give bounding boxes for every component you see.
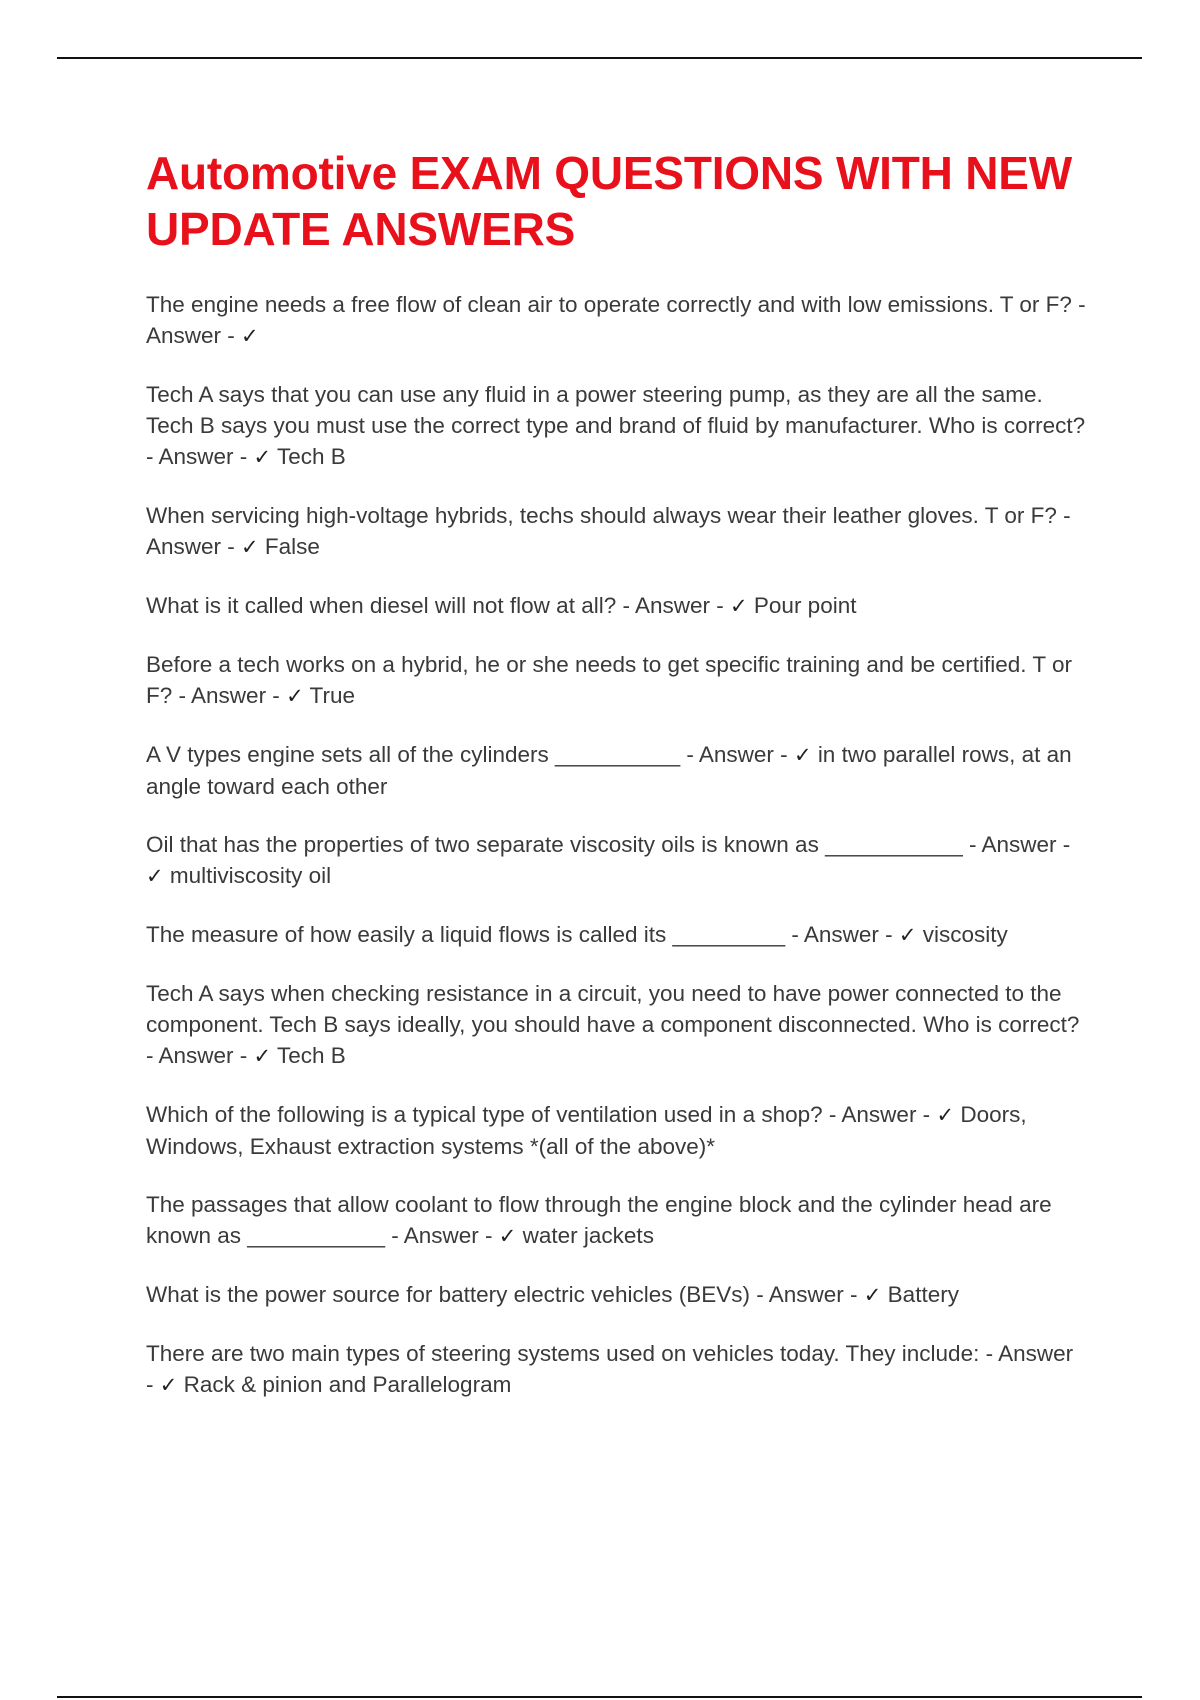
answer-text: Battery [887,1282,959,1307]
qa-item [146,919,1086,951]
check-icon: ✓ [936,1103,955,1127]
answer-separator: - Answer - [146,503,1071,559]
answer-separator: - Answer - [791,922,893,947]
check-icon: ✓ [498,1224,517,1248]
answer-text: Tech B [277,444,346,469]
qa-item [146,1099,1086,1162]
answer-text: Doors, Windows, Exhaust extraction systems *(all of the above)* [146,1102,1027,1159]
check-icon: ✓ [863,1283,882,1307]
check-icon: ✓ [253,445,272,469]
check-icon: ✓ [793,743,812,767]
answer-text: Pour point [753,593,857,618]
answer-separator: - Answer - [828,1102,931,1127]
document-body [146,145,1086,1428]
document-title: Automotive EXAM QUESTIONS WITH NEW UPDATE ANSWERS [146,147,1072,255]
question-text: Which of the following is a typical type of ventilation used in a shop? [146,1102,823,1127]
check-icon: ✓ [159,1373,178,1397]
bottom-rule [57,1696,1142,1698]
question-text: Before a tech works on a hybrid, he or she needs to get specific training and be certified. T or F? [146,652,1072,708]
answer-separator: - Answer - [146,444,248,469]
answer-text: water jackets [522,1223,654,1248]
question-text: Oil that has the properties of two separate viscosity oils is known as ___________ [146,832,963,857]
answer-separator: - Answer - [146,1341,1074,1397]
qa-item [146,649,1086,712]
check-icon: ✓ [898,923,917,947]
check-icon: ✓ [241,324,259,348]
question-text: The engine needs a free flow of clean air to operate correctly and with low emissions. T or F? [146,292,1072,317]
check-icon: ✓ [253,1044,272,1068]
answer-separator: - Answer - [968,832,1071,857]
question-text: What is the power source for battery electric vehicles (BEVs) [146,1282,750,1307]
answer-separator: - Answer - [391,1223,493,1248]
qa-item [146,1279,1086,1311]
qa-item [146,1338,1086,1401]
qa-item [146,500,1086,563]
answer-separator: - Answer - [756,1282,858,1307]
question-text: When servicing high-voltage hybrids, techs should always wear their leather gloves. T or F? [146,503,1057,528]
check-icon: ✓ [730,594,748,618]
answer-text: in two parallel rows, at an angle toward each other [146,742,1072,799]
qa-item [146,829,1086,892]
answer-separator: - Answer - [178,683,280,708]
question-text: There are two main types of steering systems used on vehicles today. They include: [146,1341,980,1366]
answer-text: multiviscosity oil [169,863,332,888]
answer-separator: - Answer - [146,1043,248,1068]
qa-list [146,289,1086,1401]
check-icon: ✓ [286,684,304,708]
answer-text: True [309,683,355,708]
qa-item [146,978,1086,1072]
check-icon: ✓ [241,535,259,559]
question-text: The passages that allow coolant to flow through the engine block and the cylinder head are known as ___________ [146,1192,1052,1248]
answer-text: Tech B [277,1043,346,1068]
qa-item [146,590,1086,622]
qa-item [146,289,1086,352]
answer-separator: - Answer - [686,742,788,767]
question-text: Tech A says that you can use any fluid in a power steering pump, as they are all the same. Tech B says you must use the correct type and brand of fluid by manufacturer. Who is correct? [146,382,1086,438]
question-text: The measure of how easily a liquid flows is called its _________ [146,922,786,947]
answer-text: viscosity [922,922,1008,947]
qa-item [146,739,1086,802]
top-rule [57,57,1142,59]
question-text: What is it called when diesel will not flow at all? [146,593,617,618]
question-text: A V types engine sets all of the cylinders __________ [146,742,681,767]
qa-item [146,379,1086,473]
question-text: Tech A says when checking resistance in a circuit, you need to have power connected to the component. Tech B says ideally, you should have a component disconnected. Who is correct? [146,981,1080,1037]
answer-text: False [264,534,320,559]
answer-text: Rack & pinion and Parallelogram [183,1372,512,1397]
answer-separator: - Answer - [146,292,1086,348]
answer-separator: - Answer - [622,593,724,618]
qa-item [146,1189,1086,1252]
check-icon: ✓ [146,864,164,888]
